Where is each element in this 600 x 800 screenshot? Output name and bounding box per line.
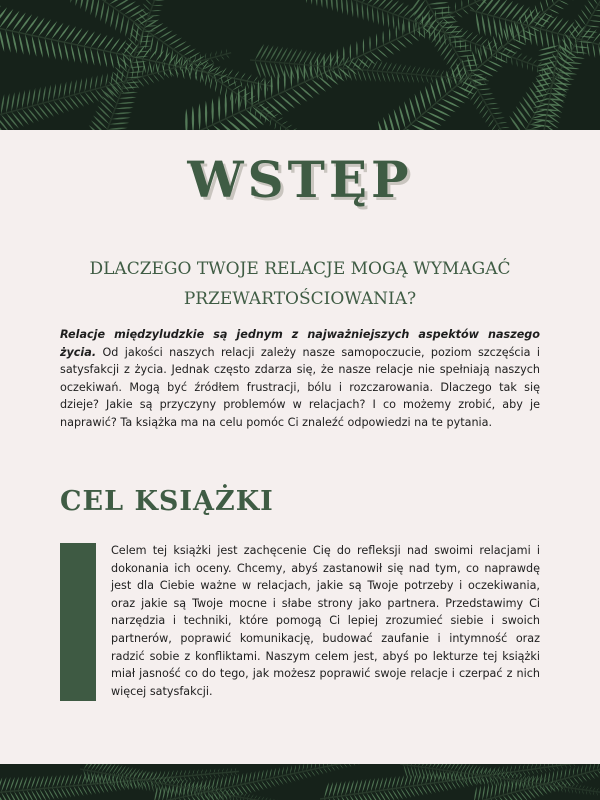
intro-text: Od jakości naszych relacji zależy nasze samopoczucie, poziom szczęścia i satysfakcji z życia. Jednak często zdarza się, że nasze relacje nie spełniają naszych oczekiwań. Mogą być źródłem frustracji, bólu i rozczarowania. Dlaczego tak się dzieje? Jakie są przyczyny problemów w relacjach? I co możemy zrobić, aby je naprawić? Ta książka ma na celu pomóc Ci znaleźć odpowiedzi na te pytania. xyxy=(60,345,540,429)
fern-footer-image xyxy=(0,764,600,800)
intro-lead: Relacje międzyludzkie są jednym z najważniejszych aspektów naszego życia. xyxy=(60,328,540,359)
page-title: WSTĘP xyxy=(187,150,413,209)
accent-bar xyxy=(60,543,96,701)
intro-paragraph xyxy=(60,326,540,432)
subtitle: DLACZEGO TWOJE RELACJE MOGĄ WYMAGAĆ PRZEWARTOŚCIOWANIA? xyxy=(89,259,511,309)
fern-header-image xyxy=(0,0,600,130)
section-heading: CEL KSIĄŻKI xyxy=(60,486,274,517)
section-body: Celem tej książki jest zachęcenie Cię do refleksji nad swoimi relacjami i dokonania ich oceny. Chcemy, abyś zastanowił się nad tym, co naprawdę jest dla Ciebie ważne w relacjach, jakie są Twoje potrzeby i oczekiwania, oraz jakie są Twoje mocne i słabe strony jako partnera. Przedstawimy Ci narzędzia i techniki, które pomogą Ci lepiej zrozumieć siebie i swoich partnerów, poprawić komunikację, budować zaufanie i intymność oraz radzić sobie z konfliktami. Naszym celem jest, abyś po lekturze tej książki miał jasność co do tego, jak możesz poprawić swoje relacje i czerpać z nich więcej satysfakcji. xyxy=(111,544,540,698)
